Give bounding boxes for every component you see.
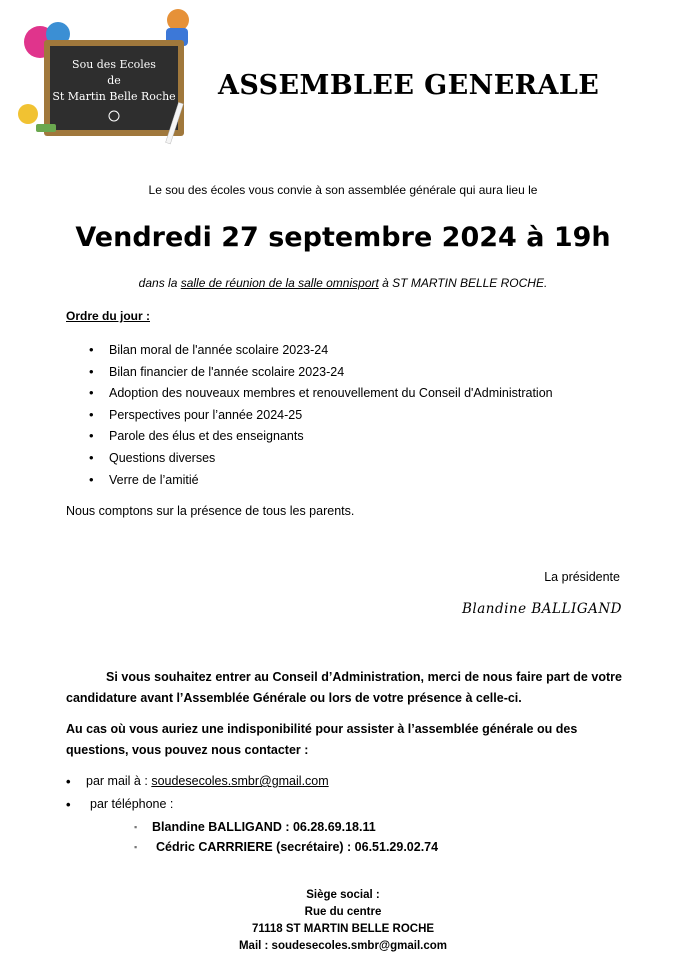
bullet-icon: ▪ xyxy=(134,822,138,832)
footer-line: Rue du centre xyxy=(304,906,382,918)
crayon-icon xyxy=(36,124,56,132)
agenda-item: • Bilan moral de l'année scolaire 2023-24 xyxy=(90,343,553,365)
location-venue: salle de réunion de la salle omnisport xyxy=(180,276,379,290)
contact-person-2: Cédric CARRRIERE (secrétaire) : 06.51.29.02.74 xyxy=(156,840,439,854)
bullet-icon: ▪ xyxy=(134,842,138,852)
agenda-list xyxy=(90,343,553,494)
footer-line: Mail : soudesecoles.smbr@gmail.com xyxy=(238,940,448,952)
child-character-icon xyxy=(167,9,189,31)
bullet-icon: • xyxy=(66,797,71,812)
footer-line: Siège social : xyxy=(306,889,380,901)
agenda-item: • Bilan financier de l'année scolaire 2023-24 xyxy=(90,365,553,387)
agenda-item: • Perspectives pour l’année 2024-25 xyxy=(90,408,553,430)
agenda-item: • Verre de l’amitié xyxy=(90,473,553,495)
logo-line-3: St Martin Belle Roche xyxy=(52,90,176,103)
bullet-icon: • xyxy=(66,774,71,789)
agenda-item: • Questions diverses xyxy=(90,451,553,473)
logo-line-1: Sou des Ecoles xyxy=(72,58,156,71)
logo-line-2: de xyxy=(107,74,121,87)
contact-person-1: Blandine BALLIGAND : 06.28.69.18.11 xyxy=(152,820,376,834)
contact-paragraph: Au cas où vous auriez une indisponibilité pour assister à l’assemblée générale ou des questions, vous pouvez nous contacter : xyxy=(66,722,578,757)
mail-label: par mail à : xyxy=(86,774,152,788)
footer-address xyxy=(0,887,686,955)
school-association-logo xyxy=(14,6,196,148)
event-date: Vendredi 27 septembre 2024 à 19h xyxy=(75,222,611,253)
council-paragraph xyxy=(66,667,622,709)
location-suffix: à ST MARTIN BELLE ROCHE. xyxy=(378,276,548,290)
signature-name: Blandine BALLIGAND xyxy=(461,601,622,617)
footer-line: 71118 ST MARTIN BELLE ROCHE xyxy=(251,923,435,935)
agenda-title: Ordre du jour : xyxy=(66,309,150,323)
yellow-hand-icon xyxy=(18,104,38,124)
location-prefix: dans la xyxy=(138,276,181,290)
council-paragraph-text: Si vous souhaitez entrer au Conseil d’Administration, merci de nous faire part de votre candidature avant l’Assemblée Générale ou lors de votre présence à celle-ci. xyxy=(66,670,622,705)
signature-role: La présidente xyxy=(544,570,620,584)
intro-text: Le sou des écoles vous convie à son assemblée générale qui aura lieu le xyxy=(148,183,538,197)
closing-text: Nous comptons sur la présence de tous les parents. xyxy=(66,504,355,518)
agenda-item: • Parole des élus et des enseignants xyxy=(90,429,553,451)
phone-label: par téléphone : xyxy=(90,797,174,811)
agenda-item: • Adoption des nouveaux membres et renouvellement du Conseil d'Administration xyxy=(90,386,553,408)
page-title: ASSEMBLEE GENERALE xyxy=(218,70,600,101)
event-location xyxy=(0,276,686,290)
email-link[interactable]: soudesecoles.smbr@gmail.com xyxy=(151,774,329,788)
